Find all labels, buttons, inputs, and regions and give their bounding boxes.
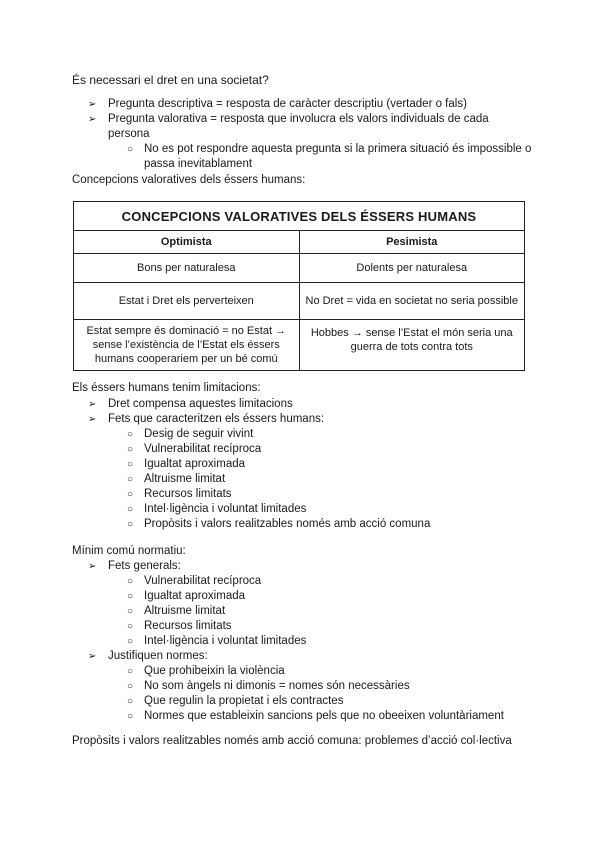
concepcions-table [73,201,525,371]
list-item-text: Vulnerabilitat recíproca [144,575,262,587]
table-cell: Estat sempre és dominació = no Estat → sense l’existència de l’Estat els éssers humans cooperariem per un bé comú [74,320,300,371]
list-item [72,679,532,694]
list-item-text: Fets generals: [108,560,181,572]
table-cell: Bons per naturalesa [74,254,300,283]
circle-bullet-icon: ○ [127,504,134,515]
page-title: És necessari el dret en una societat? [72,73,269,87]
list-item-text: Altruisme limitat [144,473,226,485]
table-row [74,320,525,371]
list-item-text: Vulnerabilitat recíproca [144,443,262,455]
list-item [72,709,532,724]
list-item [72,517,532,532]
minim-label: Mínim comú normatiu: [72,545,186,557]
circle-bullet-icon: ○ [127,636,134,647]
circle-bullet-icon: ○ [127,606,134,617]
list-item [72,397,532,412]
list-item-text: Que prohibeixin la violència [144,665,285,677]
table-cell: Dolents per naturalesa [299,254,525,283]
arrow-bullet-icon: ➢ [88,651,97,662]
list-item-text: No som àngels ni dimonis = nomes són necessàries [144,680,410,692]
circle-bullet-icon: ○ [127,444,134,455]
circle-bullet-icon: ○ [127,489,134,500]
circle-bullet-icon: ○ [127,591,134,602]
circle-bullet-icon: ○ [127,474,134,485]
list-item-text: Normes que estableixin sancions pels que no obeeixen voluntàriament [144,710,504,722]
arrow-bullet-icon: ➢ [88,114,97,125]
table-cell: Estat i Dret els perverteixen [74,283,300,320]
list-item [72,97,532,112]
list-item [72,649,532,664]
list-item-text: Altruisme limitat [144,605,226,617]
list-item [72,442,532,457]
circle-bullet-icon: ○ [127,711,134,722]
list-item-text: Igualtat aproximada [144,590,246,602]
list-item [72,559,532,574]
footer-text: Propòsits i valors realitzables només amb acció comuna: problemes d’acció col·lectiva [72,735,512,747]
list-item [72,112,532,142]
list-item-text: Recursos limitats [144,620,232,632]
arrow-bullet-icon: ➢ [88,561,97,572]
list-item [72,412,532,427]
table-cell: Hobbes → sense l’Estat el món seria una guerra de tots contra tots [299,320,525,371]
list-item [72,619,532,634]
circle-bullet-icon: ○ [127,621,134,632]
list-item [72,694,532,709]
arrow-bullet-icon: ➢ [88,399,97,410]
list-item [72,472,532,487]
limitacions-list [72,397,532,532]
list-item-text: Intel·ligència i voluntat limitades [144,635,307,647]
arrow-bullet-icon: ➢ [88,99,97,110]
list-item-text: Intel·ligència i voluntat limitades [144,503,307,515]
list-item [72,457,532,472]
list-item [72,427,532,442]
list-item-text: No es pot respondre aquesta pregunta si la primera situació és impossible o passa inevitablament [144,143,532,170]
limitacions-label: Els éssers humans tenim limitacions: [72,382,261,394]
list-item-text: Fets que caracteritzen els éssers humans: [108,413,325,425]
list-item-text: Propòsits i valors realitzables només amb acció comuna [144,518,431,530]
circle-bullet-icon: ○ [127,666,134,677]
list-item [72,589,532,604]
column-header-pesimista: Pesimista [299,231,525,254]
table-row [74,254,525,283]
list-item-text: Pregunta descriptiva = resposta de caràcter descriptiu (vertader o fals) [108,98,467,110]
circle-bullet-icon: ○ [127,459,134,470]
list-item-text: Desig de seguir vivint [144,428,254,440]
circle-bullet-icon: ○ [127,576,134,587]
concepcions-label: Concepcions valoratives dels éssers humans: [72,174,306,186]
list-item-text: Justifiquen normes: [108,650,208,662]
list-item-text: Recursos limitats [144,488,232,500]
list-item-text: Dret compensa aquestes limitacions [108,398,293,410]
list-item [72,574,532,589]
list-item [72,487,532,502]
list-item-text: Igualtat aproximada [144,458,246,470]
table-cell: No Dret = vida en societat no seria possible [299,283,525,320]
minim-list [72,559,532,724]
list-item-text: Pregunta valorativa = resposta que involucra els valors individuals de cada persona [108,113,489,140]
list-item [72,142,534,172]
list-item [72,664,532,679]
arrow-bullet-icon: ➢ [88,414,97,425]
circle-bullet-icon: ○ [127,429,134,440]
list-item [72,604,532,619]
intro-list [72,97,532,172]
circle-bullet-icon: ○ [127,519,134,530]
table-heading: CONCEPCIONS VALORATIVES DELS ÉSSERS HUMANS [74,202,525,231]
list-item-text: Que regulin la propietat i els contractes [144,695,344,707]
list-item [72,502,532,517]
table-row [74,283,525,320]
column-header-optimista: Optimista [74,231,300,254]
list-item [72,634,532,649]
circle-bullet-icon: ○ [127,696,134,707]
circle-bullet-icon: ○ [127,144,134,155]
circle-bullet-icon: ○ [127,681,134,692]
